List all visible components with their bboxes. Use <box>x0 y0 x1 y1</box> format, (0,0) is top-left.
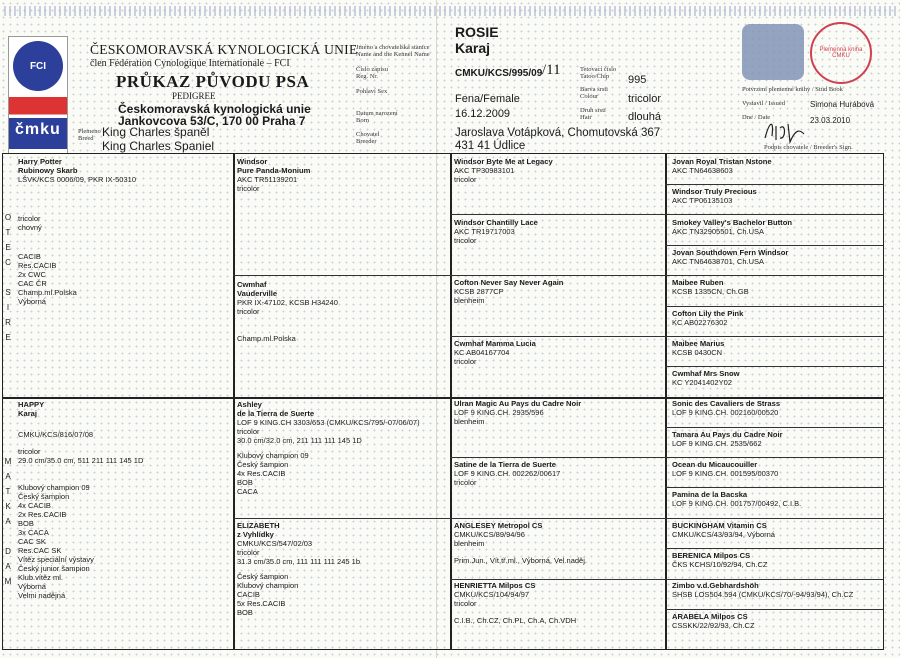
grandparent-detail: 4x Res.CACIB <box>237 469 286 478</box>
grandparent-reg: PKR IX-47102, KCSB H34240 <box>237 298 338 307</box>
grandparent-detail: Český šampion <box>237 460 289 469</box>
grandparent-detail: BOB <box>237 478 253 487</box>
ggp-colour: tricolor <box>454 478 477 487</box>
ggp-detail: C.I.B., Ch.CZ, Ch.PL, Ch.A, Ch.VDH <box>454 616 577 626</box>
dog-reg-nr: CMKU/KCS/995/09 <box>455 68 543 79</box>
gggp-name: Maibee Ruben <box>672 278 724 288</box>
side-letter: M <box>4 457 12 466</box>
row-line <box>665 306 883 307</box>
ggp-colour: tricolor <box>454 599 477 609</box>
side-letter: I <box>6 303 10 312</box>
ggg-parent-cell <box>672 369 882 387</box>
grandparent-detail: Klubový champion <box>237 581 299 590</box>
dam-cell: HAPPY Karaj CMKU/KCS/816/07/08 tricolor 29.0 cm/35.0 cm, 511 211 111 145 1D Klubový champion 09 Český šampion 4x CACIB 2x Res.CACIB BOB 3x CACA CAC SK Res.CAC SK Vítěz speciální výstavy Český junior šampion Klub.vítěz ml. Výborná Velmi nadějná <box>18 400 228 600</box>
grandparent-detail: BOB <box>237 608 253 617</box>
gggp-reg: KC AB02276302 <box>672 317 728 327</box>
label-colour: Barva srsti Colour <box>580 86 608 100</box>
dog-reg-suffix: /11 <box>542 62 561 78</box>
ggp-reg: KCSB 2877CP <box>454 287 504 297</box>
side-letter <box>2 270 14 285</box>
ggg-parent-cell <box>672 521 882 539</box>
title-line: Výborná <box>18 297 46 306</box>
ggp-name: HENRIETTA Milpos CS <box>454 581 536 591</box>
gggp-reg: LOF 9 KING.CH. 001595/00370 <box>672 469 779 478</box>
ggp-name: Satine de la Tierra de Suerte <box>454 460 556 469</box>
grandparent-colour: tricolor <box>237 427 260 436</box>
grandparent-name: Cwmhaf <box>237 280 267 289</box>
gggp-reg: CMKU/KCS/43/93/94, Výborná <box>672 529 775 539</box>
side-letter: D <box>5 547 11 556</box>
ggp-reg: LOF 9 KING.CH. 002262/00617 <box>454 469 561 478</box>
title-line: CAC ČR <box>18 279 47 288</box>
ggp-colour: tricolor <box>454 356 477 366</box>
side-letter: A <box>5 517 11 526</box>
side-letter <box>2 529 14 544</box>
dog-kennel: Karaj <box>455 40 491 56</box>
grandparent-colour: tricolor <box>237 307 260 316</box>
great-grandparent-cell <box>454 581 662 625</box>
ggp-reg: KC AB04167704 <box>454 347 510 357</box>
gggp-reg: AKC TN32905501, Ch.USA <box>672 226 764 236</box>
grandparent-kennel: de la Tierra de Suerte <box>237 409 315 418</box>
row-line <box>450 214 883 215</box>
grandparent-cell <box>237 280 449 343</box>
side-letter: S <box>5 288 11 297</box>
title-line: CACIB <box>18 252 41 261</box>
org-name: ČESKOMORAVSKÁ KYNOLOGICKÁ UNIE <box>90 42 358 57</box>
ggp-name: Windsor Byte Me at Legacy <box>454 157 553 166</box>
side-letter: R <box>5 318 11 327</box>
gggp-reg: CSSKK/22/92/93, Ch.CZ <box>672 620 755 630</box>
ggg-parent-cell <box>672 157 882 175</box>
gggp-reg: ČKS KCHS/10/92/94, Ch.CZ <box>672 559 768 569</box>
ggp-name: Cwmhaf Mamma Lucia <box>454 338 536 348</box>
title-line: 3x CACA <box>18 528 49 537</box>
row-line <box>665 548 883 549</box>
side-letter: M <box>4 577 12 586</box>
gggp-name: Cwmhaf Mrs Snow <box>672 369 740 379</box>
label-issued: Vystavil / Issued <box>742 100 785 107</box>
label-date: Dne / Date <box>742 114 771 121</box>
dog-tattoo: 995 <box>628 74 647 86</box>
gggp-name: Jovan Royal Tristan Nstone <box>672 157 772 166</box>
gggp-reg: LOF 9 KING.CH. 2535/662 <box>672 438 762 448</box>
doc-title: PRŮKAZ PŮVODU PSA <box>116 72 310 91</box>
sire-cell: Harry Potter Rubinowy Skarb LŠVK/KCS 0006/09, PKR IX-50310 tricolor chovný CACIB Res.CACIB 2x CWC CAC ČR Champ.ml.Polska Výborná <box>18 157 228 306</box>
ggp-name: Ulran Magic Au Pays du Cadre Noir <box>454 399 582 409</box>
row-line <box>665 487 883 488</box>
title-line: Český šampion <box>18 492 70 501</box>
title-line: 2x CWC <box>18 270 46 279</box>
ggp-colour: blenheim <box>454 296 485 306</box>
fci-emblem-icon: FCI <box>13 41 63 91</box>
label-name-kennel: Jméno a chovatelská stanice Name and the Kennel Name <box>356 44 430 58</box>
gggp-name: BERENICA Milpos CS <box>672 550 751 560</box>
grandparent-cell <box>237 521 449 617</box>
sire-side-label <box>2 210 14 345</box>
label-reg-nr: Číslo zápisu Reg. Nr. <box>356 66 388 80</box>
grandparent-kennel: Vauderville <box>237 289 278 298</box>
row-line <box>665 184 883 185</box>
label-breeder: Chovatel Breeder <box>356 131 380 145</box>
dam-side-label <box>2 454 14 589</box>
ggg-parent-cell <box>672 581 882 599</box>
stud-book-stamp: Plemenná kniha ČMKU <box>810 22 872 84</box>
grandparent-detail: Champ.ml.Polska <box>237 334 296 343</box>
gggp-name: Jovan Southdown Fern Windsor <box>672 247 789 257</box>
ggg-parent-cell <box>672 309 882 327</box>
ggp-reg: CMKU/KCS/89/94/96 <box>454 529 525 539</box>
ggp-detail: Prim.Jun., Vít.tř.ml., Výborná, Vel.naděj. <box>454 555 587 565</box>
gggp-reg: AKC TN64638701, Ch.USA <box>672 256 764 266</box>
grandparent-reg: CMKU/KCS/547/02/03 <box>237 539 313 548</box>
gggp-name: Cofton Lily the Pink <box>672 308 744 318</box>
top-border-ornament <box>4 6 896 16</box>
ggg-parent-cell <box>672 248 882 266</box>
grandparent-colour: tricolor <box>237 184 260 193</box>
breed-label: Plemeno Breed <box>78 128 101 142</box>
gggp-reg: AKC TP06135103 <box>672 196 733 206</box>
grandparent-colour: tricolor <box>237 548 260 557</box>
gggp-reg: LOF 9 KING.CH. 002160/00520 <box>672 408 779 418</box>
gggp-name: Tamara Au Pays du Cadre Noir <box>672 429 783 439</box>
org-name-2: Českomoravská kynologická unie <box>118 102 311 116</box>
side-letter: A <box>5 472 11 481</box>
label-born: Datum narození Born <box>356 110 398 124</box>
gggp-reg: AKC TN64638603 <box>672 166 733 175</box>
ggg-parent-cell <box>672 460 882 478</box>
signature-icon <box>760 118 810 144</box>
great-grandparent-cell <box>454 157 662 184</box>
title-line: Vítěz speciální výstavy <box>18 555 94 564</box>
row-line <box>665 245 883 246</box>
great-grandparent-cell <box>454 399 662 426</box>
ggg-parent-cell <box>672 399 882 417</box>
side-letter: T <box>5 487 11 496</box>
ggg-parent-cell <box>672 278 882 296</box>
breeder-name: Jaroslava Votápková, Chomutovská 367 <box>455 127 661 139</box>
side-letter: A <box>5 562 11 571</box>
ggp-colour: blenheim <box>454 417 485 427</box>
ggp-reg: AKC TR19717003 <box>454 226 515 236</box>
side-letter: K <box>5 502 11 511</box>
cmku-logo-text: čmku <box>15 121 61 138</box>
great-grandparent-cell <box>454 278 662 305</box>
dog-colour: tricolor <box>628 93 662 105</box>
gggp-reg: KCSB 0430CN <box>672 347 723 357</box>
grandparent-name: ELIZABETH <box>237 521 280 530</box>
grandparent-detail: CACA <box>237 487 258 496</box>
ggg-parent-cell <box>672 430 882 448</box>
side-letter: T <box>5 228 11 237</box>
gggp-reg: KCSB 1335CN, Ch.GB <box>672 287 749 297</box>
ggp-colour: tricolor <box>454 235 477 245</box>
breed-en: King Charles Spaniel <box>102 139 215 153</box>
ggg-parent-cell <box>672 490 882 508</box>
grandparent-cell <box>237 400 449 496</box>
label-signature: Podpis chovatele / Breeder's Sign. <box>764 144 853 151</box>
title-line: Klub.vítěz ml. <box>18 573 64 582</box>
grandparent-detail: Klubový champion 09 <box>237 451 309 460</box>
gggp-name: Pamina de la Bacska <box>672 490 748 500</box>
side-letter: E <box>5 243 11 252</box>
label-hair: Druh srsti Hair <box>580 107 606 121</box>
issued-by: Simona Hurábová <box>810 100 875 109</box>
side-letter: E <box>5 333 11 342</box>
gggp-reg: SHSB LOS504.594 (CMKU/KCS/70/-94/93/94), Ch.CZ <box>672 590 854 600</box>
grandparent-kennel: z Vyhlídky <box>237 530 274 539</box>
gggp-name: ARABELA Milpos CS <box>672 611 748 621</box>
grandparent-name: Ashley <box>237 400 262 409</box>
row-line <box>665 366 883 367</box>
label-tattoo: Tetovací číslo Tatoo/Chip <box>580 66 617 80</box>
row-line <box>665 427 883 428</box>
gggp-name: Zimbo v.d.Gebhardshöh <box>672 581 759 591</box>
ggg-parent-cell <box>672 339 882 357</box>
org-address: Jankovcova 53/C, 170 00 Praha 7 <box>118 114 306 128</box>
ggp-name: Windsor Chantilly Lace <box>454 217 538 227</box>
dog-name: ROSIE <box>455 24 499 40</box>
ggp-name: ANGLESEY Metropol CS <box>454 520 543 530</box>
grandparent-detail: 30.0 cm/32.0 cm, 211 111 111 145 1D <box>237 436 362 445</box>
ggp-reg: LOF 9 KING.CH. 2935/596 <box>454 408 544 418</box>
title-line: Res.CACIB <box>18 261 57 270</box>
title-line: Výborná <box>18 582 46 591</box>
grandparent-reg: AKC TR51139201 <box>237 175 298 184</box>
ggp-colour: tricolor <box>454 175 477 184</box>
hologram-sticker <box>742 24 804 80</box>
grandparent-detail: 31.3 cm/35.0 cm, 111 111 111 245 1b <box>237 557 360 566</box>
dog-sex: Fena/Female <box>455 93 520 105</box>
gggp-name: Maibee Marius <box>672 338 725 348</box>
grandparent-reg: LOF 9 KING.CH 3303/653 (CMKU/KCS/795/-07/06/07) <box>237 418 420 427</box>
grandparent-cell <box>237 157 449 193</box>
breeder-city: 431 41 Údlice <box>455 140 526 152</box>
great-grandparent-cell <box>454 218 662 245</box>
ggg-parent-cell <box>672 612 882 630</box>
ggg-parent-cell <box>672 187 882 205</box>
dog-hair: dlouhá <box>628 111 662 123</box>
row-line <box>450 336 883 337</box>
ggp-colour: blenheim <box>454 538 485 548</box>
title-line: BOB <box>18 519 34 528</box>
title-line: Champ.ml.Polska <box>18 288 77 297</box>
grandparent-name: Windsor <box>237 157 268 166</box>
title-line: Klubový champion 09 <box>18 483 90 492</box>
gggp-name: BUCKINGHAM Vitamin CS <box>672 520 767 530</box>
great-grandparent-cell <box>454 339 662 366</box>
cmku-logo <box>8 36 68 154</box>
ggp-reg: AKC TP30983101 <box>454 166 515 175</box>
title-line: Res.CAC SK <box>18 546 62 555</box>
great-grandparent-cell <box>454 521 662 565</box>
title-line: CAC SK <box>18 537 46 546</box>
gggp-name: Windsor Truly Precious <box>672 187 757 197</box>
title-line: Velmi nadějná <box>18 591 66 600</box>
ggp-name: Cofton Never Say Never Again <box>454 278 564 288</box>
gggp-name: Smokey Valley's Bachelor Button <box>672 217 792 227</box>
title-line: 4x CACIB <box>18 501 51 510</box>
ggg-parent-cell <box>672 551 882 569</box>
row-line <box>450 579 883 580</box>
breed-cz: King Charles španěl <box>102 125 210 139</box>
grandparent-kennel: Pure Panda-Monium <box>237 166 311 175</box>
grandparent-detail: 5x Res.CACIB <box>237 599 286 608</box>
ggg-parent-cell <box>672 218 882 236</box>
label-stud-book: Potvrzení plemenné knihy / Stud Book <box>742 86 843 93</box>
grandparent-detail: CACIB <box>237 590 260 599</box>
ggp-reg: CMKU/KCS/104/94/97 <box>454 590 530 600</box>
row-line <box>450 457 883 458</box>
gggp-name: Ocean du Micaucouiller <box>672 460 758 469</box>
gggp-reg: KC Y2041402Y02 <box>672 378 732 388</box>
gggp-reg: LOF 9 KING.CH. 001757/00492, C.I.B. <box>672 499 802 509</box>
side-letter: C <box>5 258 11 267</box>
title-line: Český junior šampion <box>18 564 90 573</box>
side-letter: O <box>4 213 12 222</box>
great-grandparent-cell <box>454 460 662 487</box>
issue-date: 23.03.2010 <box>810 116 851 125</box>
gggp-name: Sonic des Cavaliers de Strass <box>672 399 781 409</box>
grandparent-detail: Český šampion <box>237 572 289 581</box>
org-member: člen Fédération Cynologique Internationale – FCI <box>90 58 290 69</box>
label-sex: Pohlaví Sex <box>356 88 388 95</box>
dog-born: 16.12.2009 <box>455 108 511 120</box>
title-line: 2x Res.CACIB <box>18 510 67 519</box>
doc-subtitle: PEDIGREE <box>172 91 216 101</box>
row-line <box>665 609 883 610</box>
